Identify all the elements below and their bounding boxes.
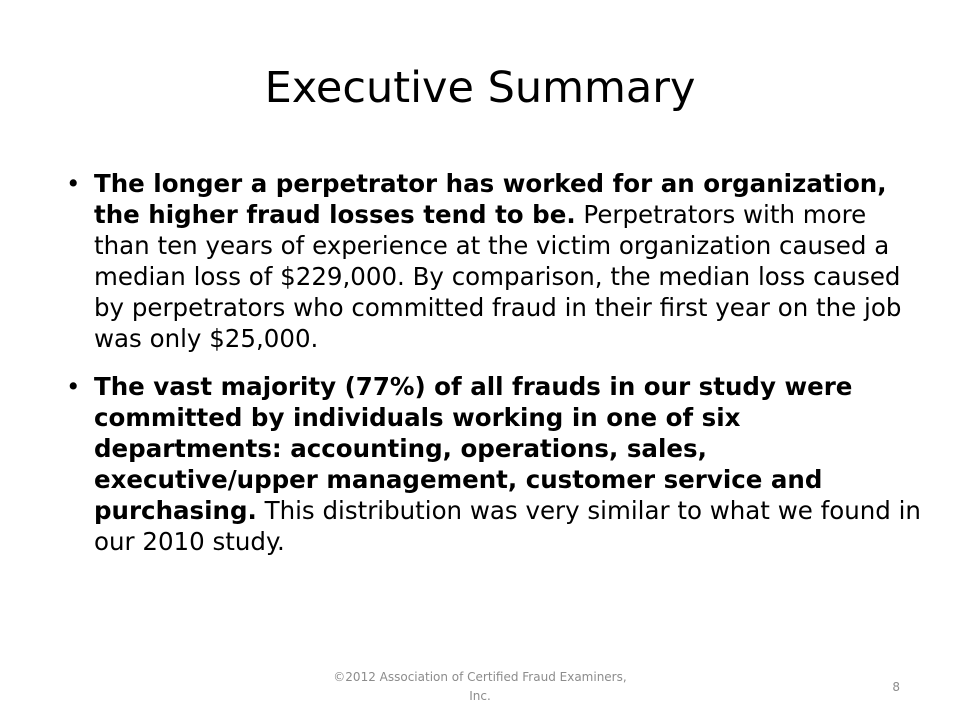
slide-title: Executive Summary: [264, 63, 696, 113]
bullet-bold-text: The longer a perpetrator has worked for an organization, the higher fraud losses tend to be.: [94, 169, 887, 229]
slide-footer: ©2012 Association of Certified Fraud Examiners, Inc.: [333, 670, 627, 703]
bullet-icon: •: [66, 372, 81, 401]
page-number: 8: [892, 680, 900, 694]
bullet-text: [94, 169, 901, 353]
bullet-normal-text: Perpetrators with more than ten years of experience at the victim organization caused a median loss of $229,000. By comparison, the median loss caused by perpetrators who committed fraud in their first year on the job was only $25,000.: [94, 200, 902, 353]
bullet-normal-text: This distribution was very similar to what we found in our 2010 study.: [94, 496, 921, 556]
bullet-list: [66, 168, 926, 574]
bullet-text: [94, 372, 921, 556]
bullet-icon: •: [66, 169, 81, 198]
bullet-bold-text: The vast majority (77%) of all frauds in our study were committed by individuals working in one of six departments: accounting, operations, sales, executive/upper management, customer service and purchasing.: [94, 372, 853, 525]
bullet-item: [66, 371, 926, 557]
bullet-item: [66, 168, 926, 354]
